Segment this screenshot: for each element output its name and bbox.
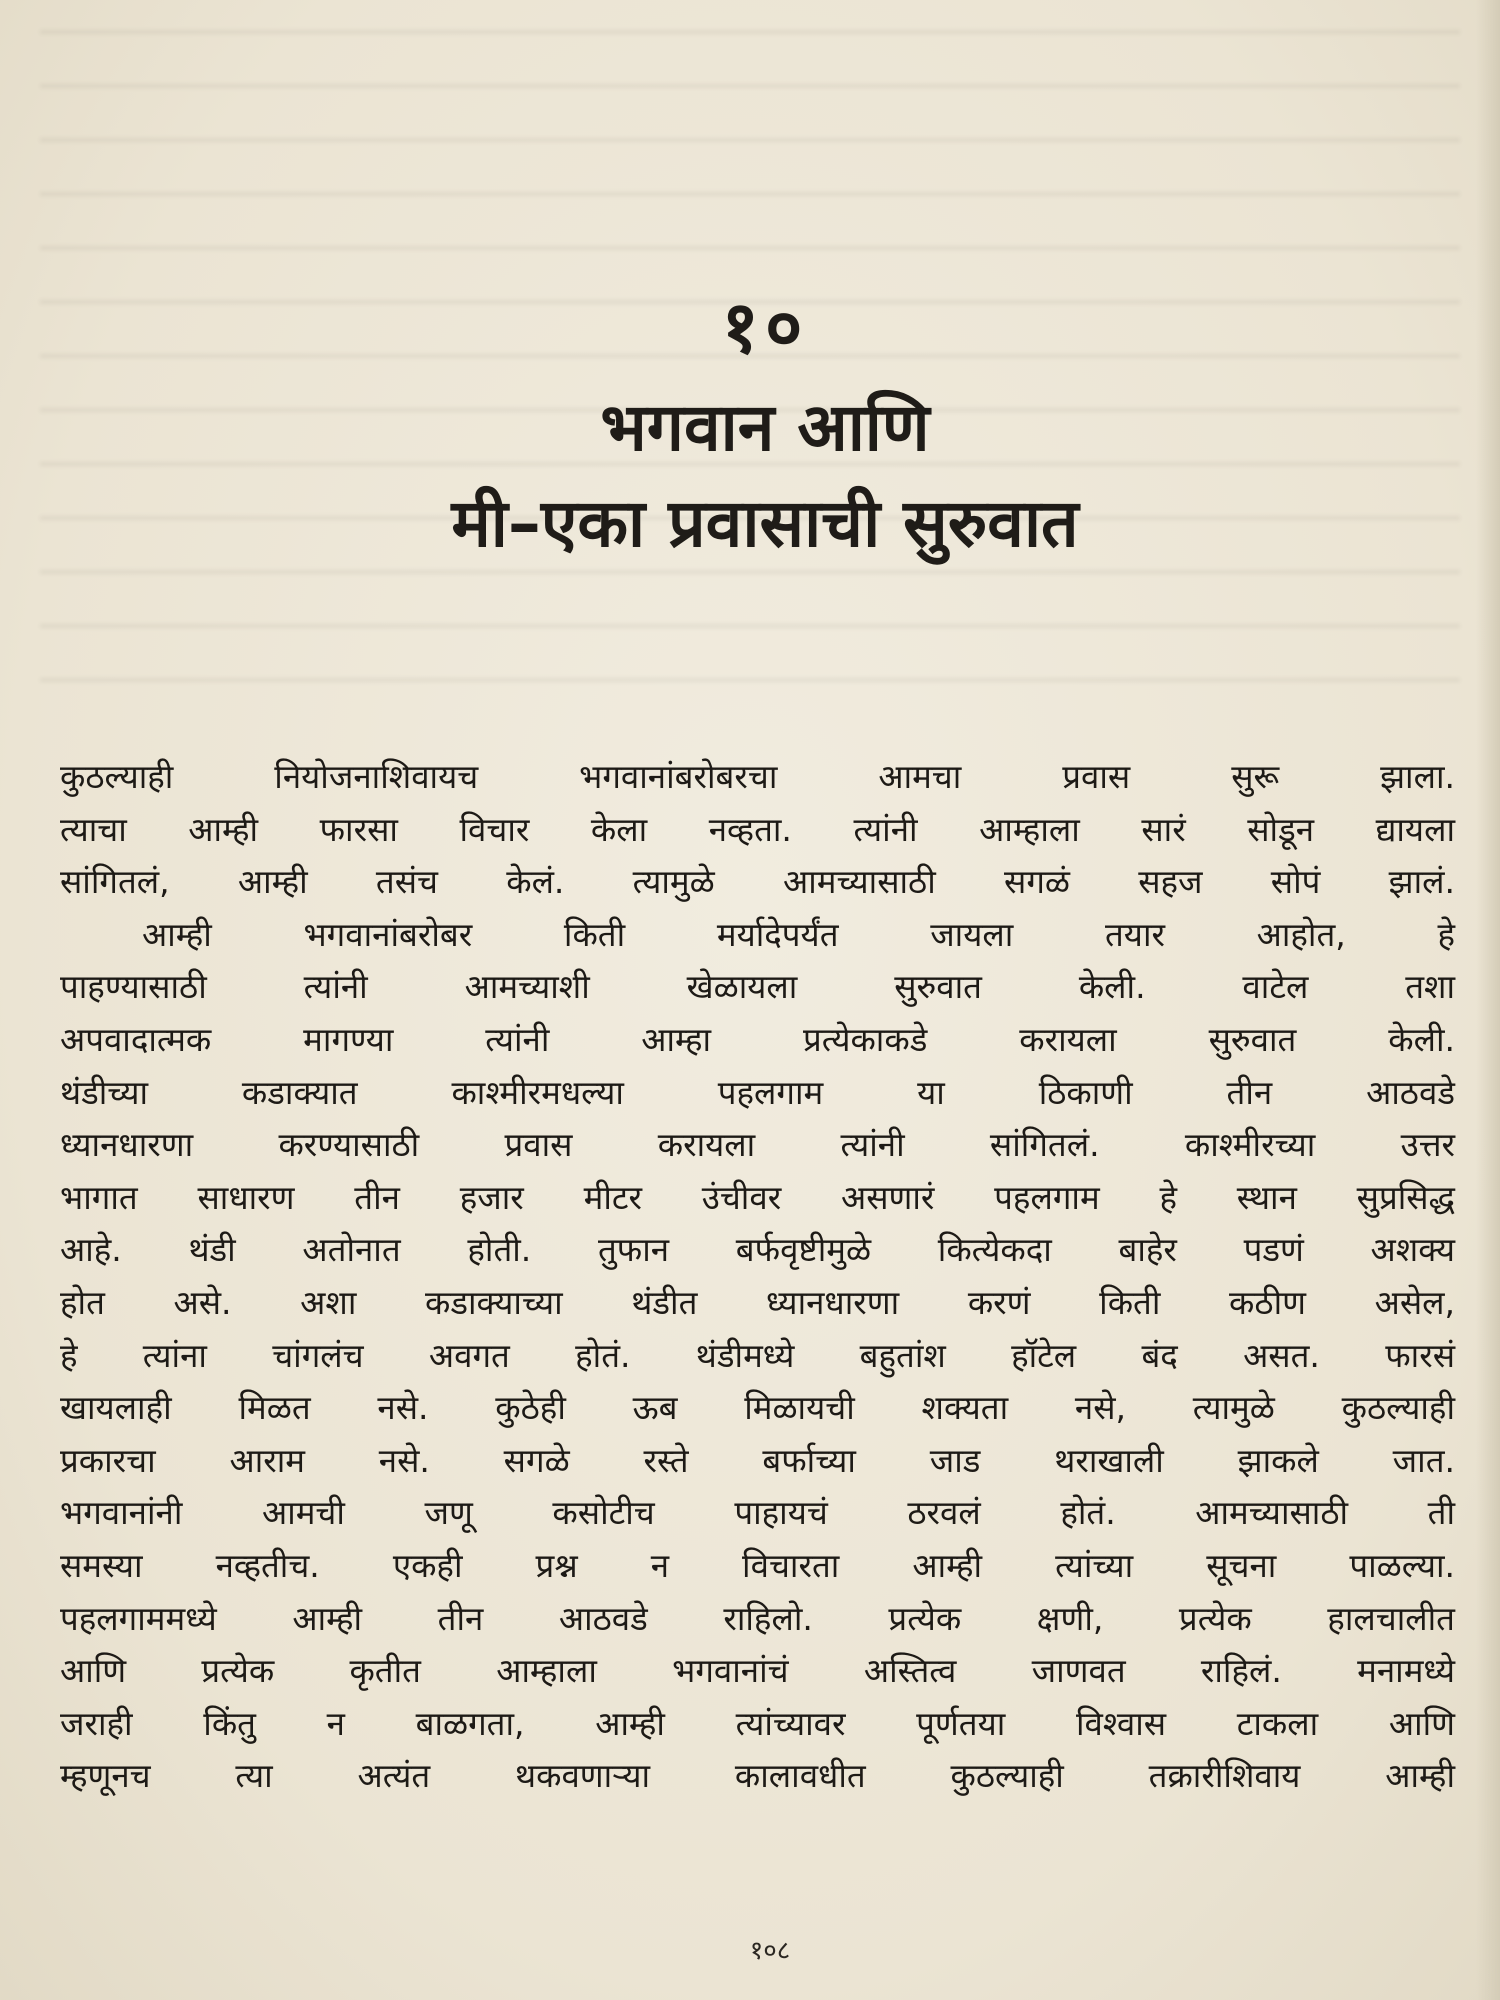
body-line: जराही किंतु न बाळगता, आम्ही त्यांच्यावर पूर्णतया विश्वास टाकला आणि [60,1703,1455,1743]
chapter-title-line-2: मी–एका प्रवासाची सुरुवात [451,485,1079,562]
body-line: सांगितलं, आम्ही तसंच केलं. त्यामुळे आमच्यासाठी सगळं सहज सोपं झालं. [60,862,1455,902]
body-line: थंडीच्या कडाक्यात काश्मीरमधल्या पहलगाम या ठिकाणी तीन आठवडे [60,1072,1455,1112]
body-line: त्याचा आम्ही फारसा विचार केला नव्हता. त्यांनी आम्हाला सारं सोडून द्यायला [60,809,1455,849]
page-number: १०८ [749,1936,791,1966]
body-line: हे त्यांना चांगलंच अवगत होतं. थंडीमध्ये बहुतांश हॉटेल बंद असत. फारसं [60,1335,1455,1375]
body-line: अपवादात्मक मागण्या त्यांनी आम्हा प्रत्येकाकडे करायला सुरुवात केली. [60,1019,1455,1059]
chapter-heading [0,282,1500,572]
chapter-title [30,380,1500,572]
body-line: आणि प्रत्येक कृतीत आम्हाला भगवानांचं अस्तित्व जाणवत राहिलं. मनामध्ये [60,1651,1455,1691]
body-line: समस्या नव्हतीच. एकही प्रश्न न विचारता आम्ही त्यांच्या सूचना पाळल्या. [60,1545,1455,1585]
body-line: ध्यानधारणा करण्यासाठी प्रवास करायला त्यांनी सांगितलं. काश्मीरच्या उत्तर [60,1125,1455,1165]
body-line: पाहण्यासाठी त्यांनी आमच्याशी खेळायला सुरुवात केली. वाटेल तशा [60,967,1455,1007]
chapter-number: १० [721,285,809,369]
body-line: आहे. थंडी अतोनात होती. तुफान बर्फवृष्टीमुळे कित्येकदा बाहेर पडणं अशक्य [60,1230,1455,1270]
body-line: म्हणूनच त्या अत्यंत थकवणाऱ्या कालावधीत कुठल्याही तक्रारीशिवाय आम्ही [60,1756,1455,1796]
chapter-title-line-1: भगवान आणि [600,389,930,466]
body-line: खायलाही मिळत नसे. कुठेही ऊब मिळायची शक्यता नसे, त्यामुळे कुठल्याही [60,1388,1455,1428]
body-line: होत असे. अशा कडाक्याच्या थंडीत ध्यानधारणा करणं किती कठीण असेल, [60,1282,1455,1322]
body-line: भागात साधारण तीन हजार मीटर उंचीवर असणारं पहलगाम हे स्थान सुप्रसिद्ध [60,1177,1455,1217]
body-line: पहलगाममध्ये आम्ही तीन आठवडे राहिलो. प्रत्येक क्षणी, प्रत्येक हालचालीत [60,1598,1455,1638]
body-line: कुठल्याही नियोजनाशिवायच भगवानांबरोबरचा आमचा प्रवास सुरू झाला. [60,757,1455,796]
body-line-paragraph-start: आम्ही भगवानांबरोबर किती मर्यादेपर्यंत जायला तयार आहोत, हे [142,914,1455,954]
body-line: प्रकारचा आराम नसे. सगळे रस्ते बर्फाच्या जाड थराखाली झाकले जात. [60,1440,1455,1480]
body-line: भगवानांनी आमची जणू कसोटीच पाहायचं ठरवलं होतं. आमच्यासाठी ती [60,1493,1455,1533]
chapter-body-text [60,751,1455,1803]
